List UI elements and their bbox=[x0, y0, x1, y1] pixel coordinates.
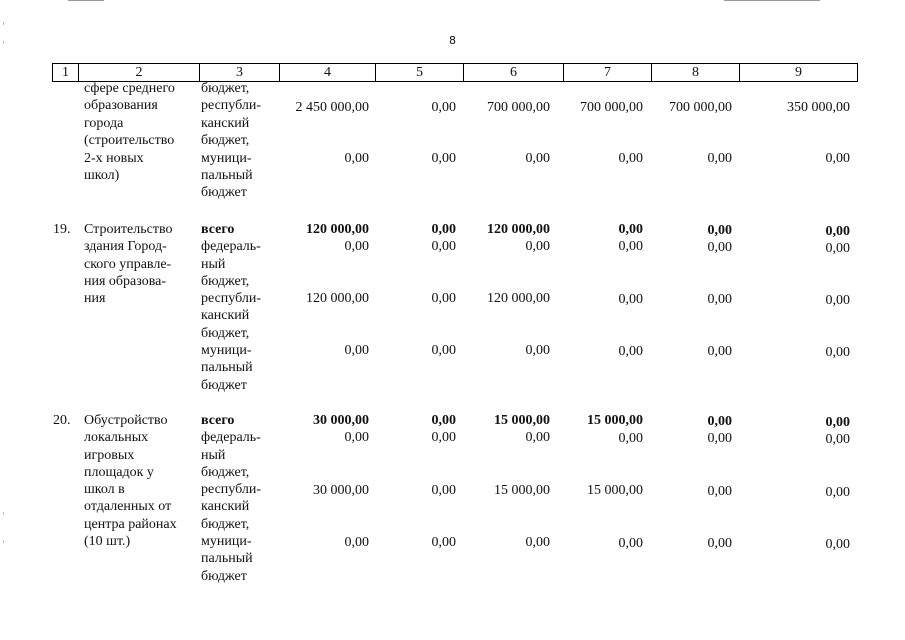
amount-cell: 120 000,00 bbox=[306, 291, 369, 306]
funding-source-line: бюджет, bbox=[201, 274, 250, 289]
header-col-2: 2 bbox=[79, 64, 200, 81]
header-col-7: 7 bbox=[564, 64, 652, 81]
funding-source-line: федераль- bbox=[201, 239, 261, 254]
amount-cell: 700 000,00 bbox=[487, 100, 550, 115]
row-name-line: Строительство bbox=[84, 222, 173, 237]
amount-cell: 0,00 bbox=[344, 239, 369, 254]
row-name-line: центра районах bbox=[84, 517, 177, 532]
amount-cell: 0,00 bbox=[431, 430, 456, 445]
amount-cell: 0,00 bbox=[525, 151, 550, 166]
row-name-line: отдаленных от bbox=[84, 499, 172, 514]
amount-cell: 15 000,00 bbox=[494, 483, 550, 498]
amount-cell: 0,00 bbox=[525, 430, 550, 445]
row-name-line: ния образова- bbox=[84, 274, 167, 289]
amount-cell: 0,00 bbox=[431, 291, 456, 306]
funding-source-line: канский bbox=[201, 308, 250, 323]
row-number: 19. bbox=[53, 222, 71, 237]
funding-source-line: бюджет, bbox=[201, 81, 250, 96]
amount-cell: 0,00 bbox=[707, 536, 732, 551]
amount-cell: 700 000,00 bbox=[669, 100, 732, 115]
row-name-line: локальных bbox=[84, 430, 149, 445]
amount-cell: 0,00 bbox=[525, 343, 550, 358]
amount-cell: 0,00 bbox=[707, 292, 732, 307]
scan-artifact-dot bbox=[3, 22, 4, 25]
amount-cell: 0,00 bbox=[431, 535, 456, 550]
amount-cell-total: 0,00 bbox=[707, 223, 732, 238]
funding-source-line: бюджет, bbox=[201, 326, 250, 341]
amount-cell-total: 0,00 bbox=[707, 414, 732, 429]
amount-cell: 30 000,00 bbox=[313, 483, 369, 498]
amount-cell-total: 0,00 bbox=[618, 222, 643, 237]
row-name-line: ния bbox=[84, 291, 106, 306]
funding-source-line: пальный bbox=[201, 551, 253, 566]
amount-cell: 2 450 000,00 bbox=[295, 100, 369, 115]
row-name-line: 2-х новых bbox=[84, 151, 144, 166]
row-name-line: ского управле- bbox=[84, 257, 172, 272]
amount-cell: 350 000,00 bbox=[787, 100, 850, 115]
amount-cell: 0,00 bbox=[431, 100, 456, 115]
row-name-line: города bbox=[84, 116, 124, 131]
funding-source-line: пальный bbox=[201, 360, 253, 375]
amount-cell: 0,00 bbox=[707, 151, 732, 166]
page-number: 8 bbox=[449, 34, 456, 47]
amount-cell: 0,00 bbox=[431, 343, 456, 358]
amount-cell-total: 0,00 bbox=[431, 222, 456, 237]
funding-source-total: всего bbox=[201, 413, 235, 428]
amount-cell-total: 0,00 bbox=[431, 413, 456, 428]
row-name-line: сфере среднего bbox=[84, 81, 175, 96]
funding-source-line: федераль- bbox=[201, 430, 261, 445]
funding-source-line: республи- bbox=[201, 291, 261, 306]
funding-source-line: ный bbox=[201, 257, 226, 272]
funding-source-line: бюджет bbox=[201, 378, 247, 393]
funding-source-line: канский bbox=[201, 116, 250, 131]
header-col-9: 9 bbox=[740, 64, 858, 81]
amount-cell: 0,00 bbox=[707, 484, 732, 499]
amount-cell: 0,00 bbox=[825, 293, 850, 308]
funding-source-line: республи- bbox=[201, 98, 261, 113]
funding-source-line: пальный bbox=[201, 168, 253, 183]
amount-cell: 0,00 bbox=[707, 431, 732, 446]
amount-cell: 0,00 bbox=[618, 151, 643, 166]
row-name-line: площадок у bbox=[84, 465, 154, 480]
funding-source-total: всего bbox=[201, 222, 235, 237]
funding-source-line: канский bbox=[201, 499, 250, 514]
amount-cell: 0,00 bbox=[618, 239, 643, 254]
amount-cell: 0,00 bbox=[525, 239, 550, 254]
amount-cell-total: 15 000,00 bbox=[494, 413, 550, 428]
scan-artifact-dot bbox=[3, 540, 4, 543]
header-col-4: 4 bbox=[280, 64, 376, 81]
row-number: 20. bbox=[53, 413, 71, 428]
amount-cell: 0,00 bbox=[825, 537, 850, 552]
funding-source-line: муници- bbox=[201, 151, 252, 166]
amount-cell: 15 000,00 bbox=[587, 483, 643, 498]
header-col-8: 8 bbox=[652, 64, 740, 81]
amount-cell: 0,00 bbox=[618, 431, 643, 446]
header-col-1: 1 bbox=[53, 64, 79, 81]
amount-cell: 0,00 bbox=[825, 241, 850, 256]
amount-cell: 0,00 bbox=[431, 239, 456, 254]
amount-cell-total: 30 000,00 bbox=[313, 413, 369, 428]
amount-cell: 0,00 bbox=[525, 535, 550, 550]
amount-cell: 0,00 bbox=[344, 430, 369, 445]
row-name-line: здания Город- bbox=[84, 239, 167, 254]
header-col-3: 3 bbox=[200, 64, 280, 81]
header-col-6: 6 bbox=[464, 64, 564, 81]
row-name-line: образования bbox=[84, 98, 158, 113]
row-name-line: школ) bbox=[84, 168, 120, 183]
funding-source-line: ный bbox=[201, 448, 226, 463]
amount-cell: 0,00 bbox=[618, 536, 643, 551]
funding-source-line: бюджет bbox=[201, 185, 247, 200]
amount-cell: 0,00 bbox=[825, 432, 850, 447]
amount-cell: 0,00 bbox=[825, 485, 850, 500]
amount-cell: 700 000,00 bbox=[580, 100, 643, 115]
funding-source-line: бюджет, bbox=[201, 517, 250, 532]
row-name-line: Обустройство bbox=[84, 413, 168, 428]
funding-source-line: муници- bbox=[201, 534, 252, 549]
row-name-line: (строительство bbox=[84, 133, 175, 148]
funding-source-line: бюджет bbox=[201, 569, 247, 584]
amount-cell-total: 15 000,00 bbox=[587, 413, 643, 428]
amount-cell: 0,00 bbox=[618, 292, 643, 307]
amount-cell: 0,00 bbox=[344, 535, 369, 550]
amount-cell: 0,00 bbox=[707, 344, 732, 359]
amount-cell: 0,00 bbox=[618, 344, 643, 359]
funding-source-line: бюджет, bbox=[201, 465, 250, 480]
amount-cell: 0,00 bbox=[431, 151, 456, 166]
amount-cell: 0,00 bbox=[707, 240, 732, 255]
amount-cell: 0,00 bbox=[344, 151, 369, 166]
amount-cell-total: 120 000,00 bbox=[487, 222, 550, 237]
scan-artifact-dot bbox=[3, 512, 4, 515]
funding-source-line: бюджет, bbox=[201, 133, 250, 148]
funding-source-line: муници- bbox=[201, 343, 252, 358]
amount-cell: 0,00 bbox=[825, 151, 850, 166]
amount-cell: 0,00 bbox=[825, 345, 850, 360]
amount-cell-total: 0,00 bbox=[825, 224, 850, 239]
amount-cell-total: 0,00 bbox=[825, 415, 850, 430]
row-name-line: игровых bbox=[84, 448, 135, 463]
amount-cell-total: 120 000,00 bbox=[306, 222, 369, 237]
amount-cell: 0,00 bbox=[344, 343, 369, 358]
scan-artifact-line bbox=[724, 0, 820, 1]
scan-artifact-line bbox=[68, 0, 104, 1]
header-col-5: 5 bbox=[376, 64, 464, 81]
funding-source-line: республи- bbox=[201, 482, 261, 497]
amount-cell: 0,00 bbox=[431, 483, 456, 498]
amount-cell: 120 000,00 bbox=[487, 291, 550, 306]
row-name-line: (10 шт.) bbox=[84, 534, 131, 549]
row-name-line: школ в bbox=[84, 482, 125, 497]
